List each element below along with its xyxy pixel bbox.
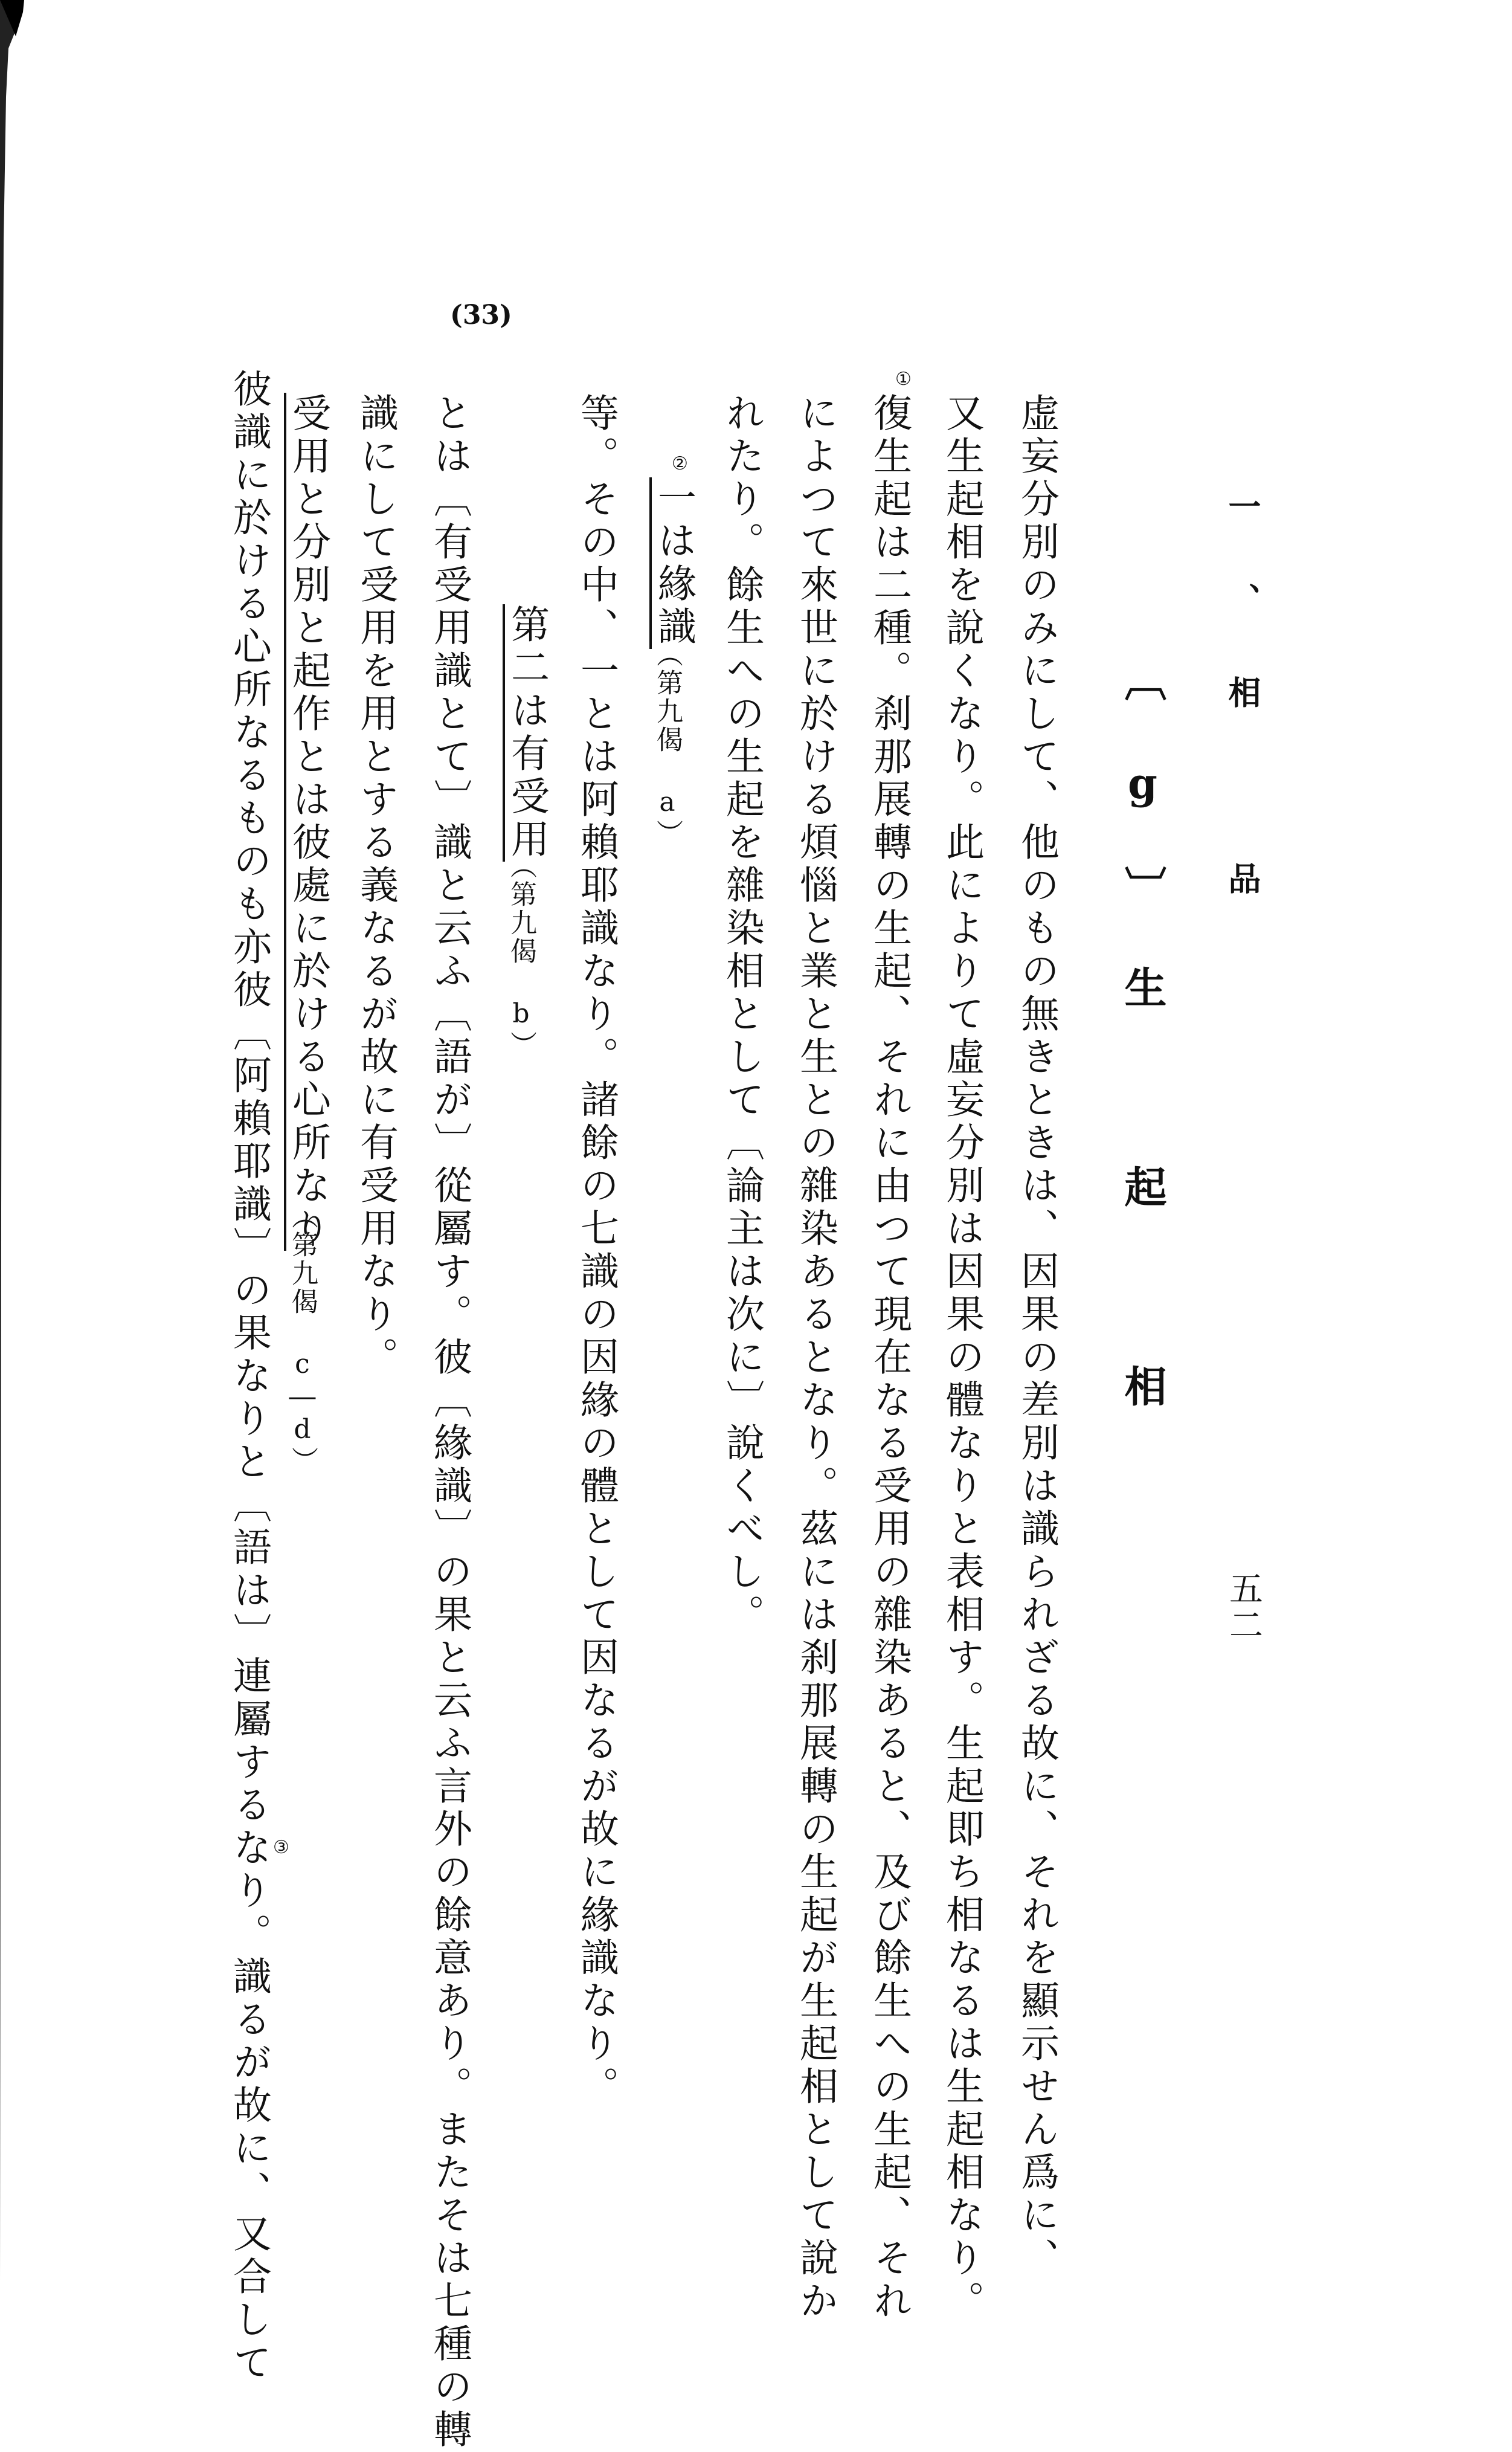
page-number: 五二: [1224, 1571, 1263, 1644]
verse-3-text: 受用と分別と起作とは彼處に於ける心所なり: [284, 393, 327, 1251]
verse-3-ref: （第九偈 c―d）: [287, 1202, 318, 1475]
body-line-2: 又生起相を說くなり。此によりて虛妄分別は因果の體なりと表相す。生起即ち相なるは生起相なり。: [939, 393, 984, 2323]
plate-number: (33): [450, 300, 512, 331]
section-title: 〔g〕生 起 相: [1118, 659, 1168, 1464]
verse-1-text: 一は緣識: [649, 477, 693, 649]
body-line-9: 彼識に於ける心所なるものも亦彼〔阿賴耶識〕の果なりと〔語は〕連屬するなり。識るが故に、又合して: [227, 369, 271, 2385]
verse-1-ref: （第九偈 a）: [652, 640, 683, 848]
verse-2-ref: （第九偈 b）: [506, 852, 536, 1059]
scan-edge-mark: [0, 0, 24, 2283]
body-line-3: 復生起は二種。刹那展轉の生起、それに由つて現在なる受用の雜染あると、及び餘生への生起、それ: [867, 393, 912, 2323]
note-marker-1: ①: [893, 369, 914, 392]
body-line-6: 等。その中、一とは阿賴耶識なり。諸餘の七識の因緣の體として因なるが故に緣識なり。: [574, 393, 619, 2109]
body-line-1: 虚妄分別のみにして、他のもの無きときは、因果の差別は識られざる故に、それを顯示せん爲に、: [1014, 393, 1059, 2280]
body-line-7: とは〔有受用識とて〕識と云ふ〔語が〕從屬す。彼〔緣識〕の果と云ふ言外の餘意あり。またそは七種の轉: [427, 393, 472, 2452]
note-marker-2: ②: [669, 453, 690, 476]
verse-2-text: 第二は有受用: [503, 604, 546, 862]
note-marker-3: ③: [271, 1837, 292, 1860]
body-line-5: れたり。餘生への生起を雜染相として〔論主は次に〕說くべし。: [719, 393, 764, 1637]
running-head: 一、相 品: [1223, 489, 1262, 955]
body-line-4: によつて來世に於ける煩惱と業と生との雜染あるとなり。茲には刹那展轉の生起が生起相として說か: [793, 393, 838, 2323]
body-line-8: 識にして受用を用とする義なるが故に有受用なり。: [353, 393, 398, 1379]
